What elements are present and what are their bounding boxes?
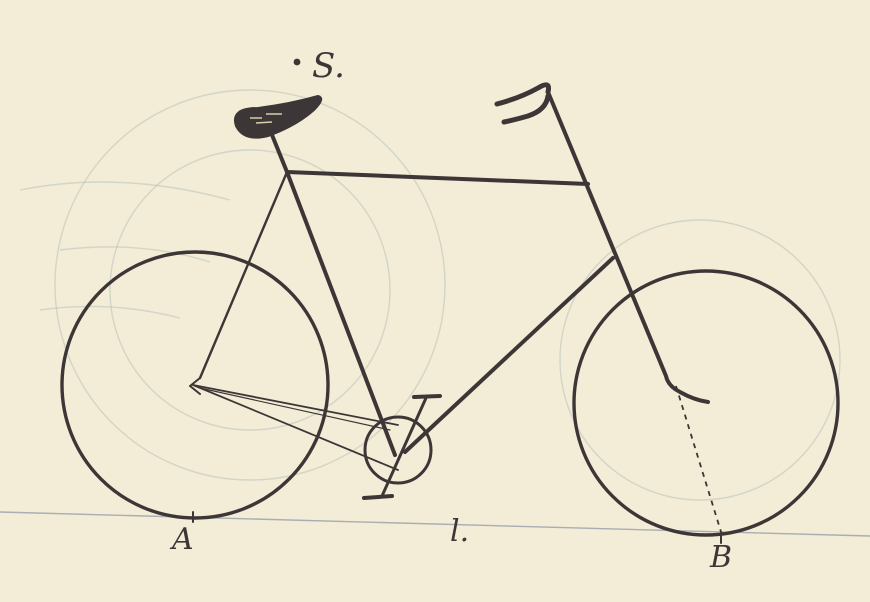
pedal-top [414, 396, 440, 397]
fork [548, 92, 708, 402]
crankset [364, 396, 440, 498]
seat-stay [200, 172, 287, 378]
label-l: l. [450, 514, 470, 549]
saddle-shape [235, 96, 321, 138]
front-axle-projection [676, 386, 722, 535]
label-s: S. [312, 46, 345, 86]
seat-post [270, 130, 287, 172]
handlebar [497, 85, 549, 122]
frame [200, 130, 613, 455]
label-a: A [172, 522, 194, 557]
chainring [365, 417, 431, 483]
pedal-bottom [364, 496, 392, 498]
point-s-dot [294, 59, 301, 66]
top-tube [287, 172, 588, 184]
steerer-fork [548, 92, 708, 402]
saddle [235, 96, 321, 138]
label-b: B [710, 540, 733, 575]
seat-tube [287, 172, 395, 455]
